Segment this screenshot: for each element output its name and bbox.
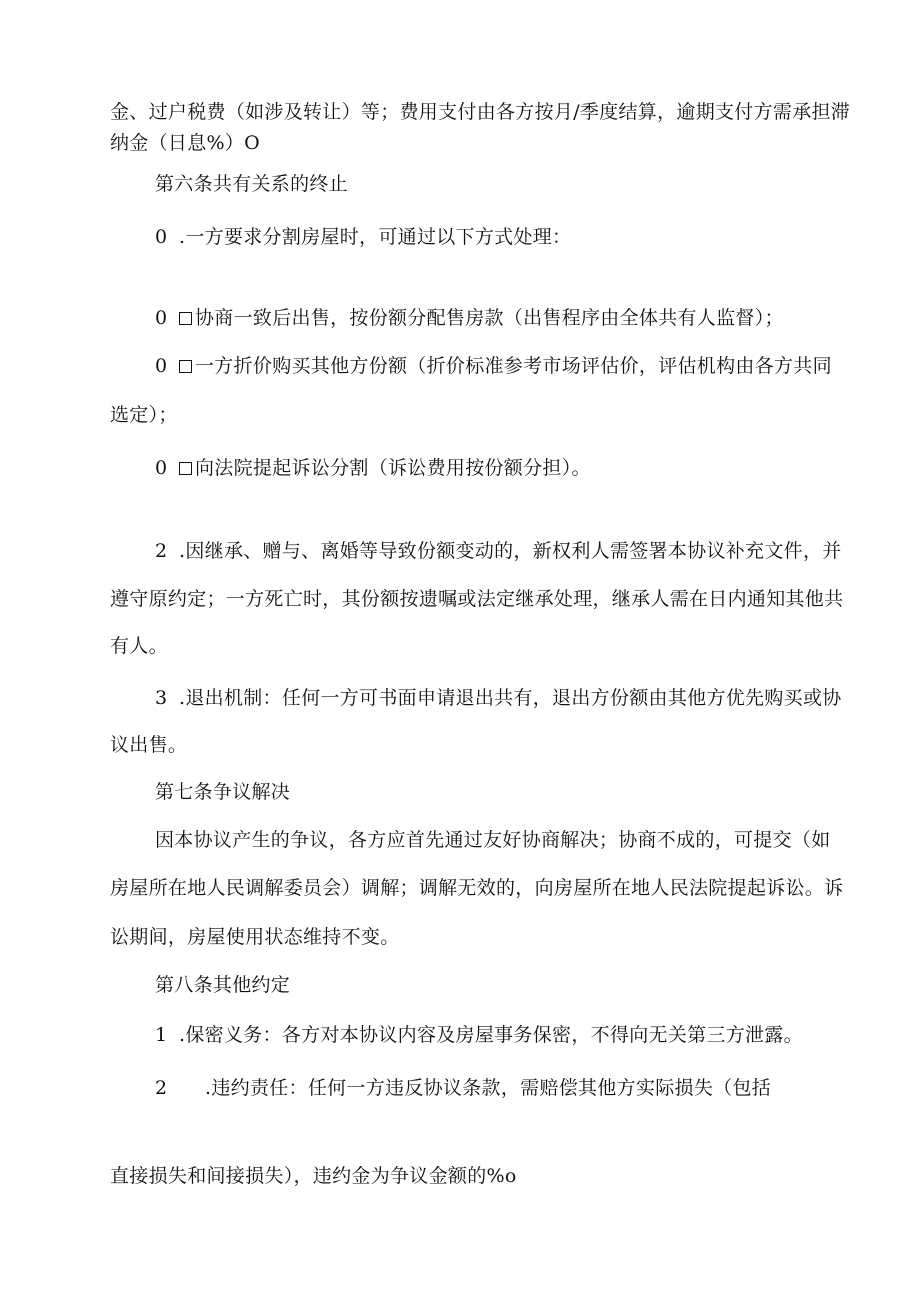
item-number: 2 <box>155 1077 168 1099</box>
item-text: .保密义务：各方对本协议内容及房屋事务保密，不得向无关第三方泄露。 <box>179 1024 803 1046</box>
item-text: .因继承、赠与、离婚等导致份额变动的，新权利人需签署本协议补充文件，并 <box>179 540 842 562</box>
option-2-continued: 选定）； <box>110 404 178 426</box>
article-8-item-2 <box>155 1076 771 1100</box>
paragraph-line: 有人。 <box>110 635 168 657</box>
paragraph-line: 直接损失和间接损失），违约金为争议金额的%o <box>110 1165 517 1187</box>
checkbox-icon[interactable] <box>179 462 192 475</box>
item-number: 0 <box>155 226 168 248</box>
paragraph-line: 遵守原约定；一方死亡时，其份额按遗嘱或法定继承处理，继承人需在日内通知其他共 <box>110 588 844 610</box>
checkbox-icon[interactable] <box>179 312 192 325</box>
article-6-item-0 <box>155 225 571 249</box>
item-number: 3 <box>155 687 168 709</box>
option-1 <box>155 306 784 330</box>
item-text: .违约责任：任何一方违反协议条款，需赔偿其他方实际损失（包括 <box>205 1077 772 1099</box>
article-8-title: 第八条其他约定 <box>155 974 291 996</box>
article-6-title: 第六条共有关系的终止 <box>155 173 349 195</box>
paragraph-line: 房屋所在地人民调解委员会）调解；调解无效的，向房屋所在地人民法院提起诉讼。诉 <box>110 877 844 899</box>
article-7-title: 第七条争议解决 <box>155 781 291 803</box>
checkbox-icon[interactable] <box>179 360 192 373</box>
option-text: 协商一致后出售，按份额分配售房款（出售程序由全体共有人监督）； <box>195 307 784 329</box>
option-text: 一方折价购买其他方份额（折价标准参考市场评估价，评估机构由各方共同 <box>195 355 832 377</box>
article-8-item-1 <box>155 1023 803 1047</box>
item-number: 0 <box>155 457 168 479</box>
paragraph-line: 讼期间，房屋使用状态维持不变。 <box>110 926 400 948</box>
paragraph-line: 金、过户税费（如涉及转让）等；费用支付由各方按月/季度结算，逾期支付方需承担滞 <box>110 101 851 123</box>
item-number: 0 <box>155 355 168 377</box>
article-6-item-3 <box>155 686 842 710</box>
paragraph-line: 议出售。 <box>110 734 188 756</box>
item-number: 2 <box>155 540 168 562</box>
item-text: .退出机制：任何一方可书面申请退出共有，退出方份额由其他方优先购买或协 <box>179 687 842 709</box>
item-number: 1 <box>155 1024 168 1046</box>
item-text: .一方要求分割房屋时，可通过以下方式处理： <box>179 226 572 248</box>
option-3 <box>155 456 591 480</box>
paragraph-line: 纳金（日息%）O <box>110 132 261 154</box>
article-7-text: 因本协议产生的争议，各方应首先通过友好协商解决；协商不成的，可提交（如 <box>155 829 831 851</box>
item-number: 0 <box>155 307 168 329</box>
option-2 <box>155 354 832 378</box>
option-text: 向法院提起诉讼分割（诉讼费用按份额分担）。 <box>195 457 591 479</box>
article-6-item-2 <box>155 539 842 563</box>
